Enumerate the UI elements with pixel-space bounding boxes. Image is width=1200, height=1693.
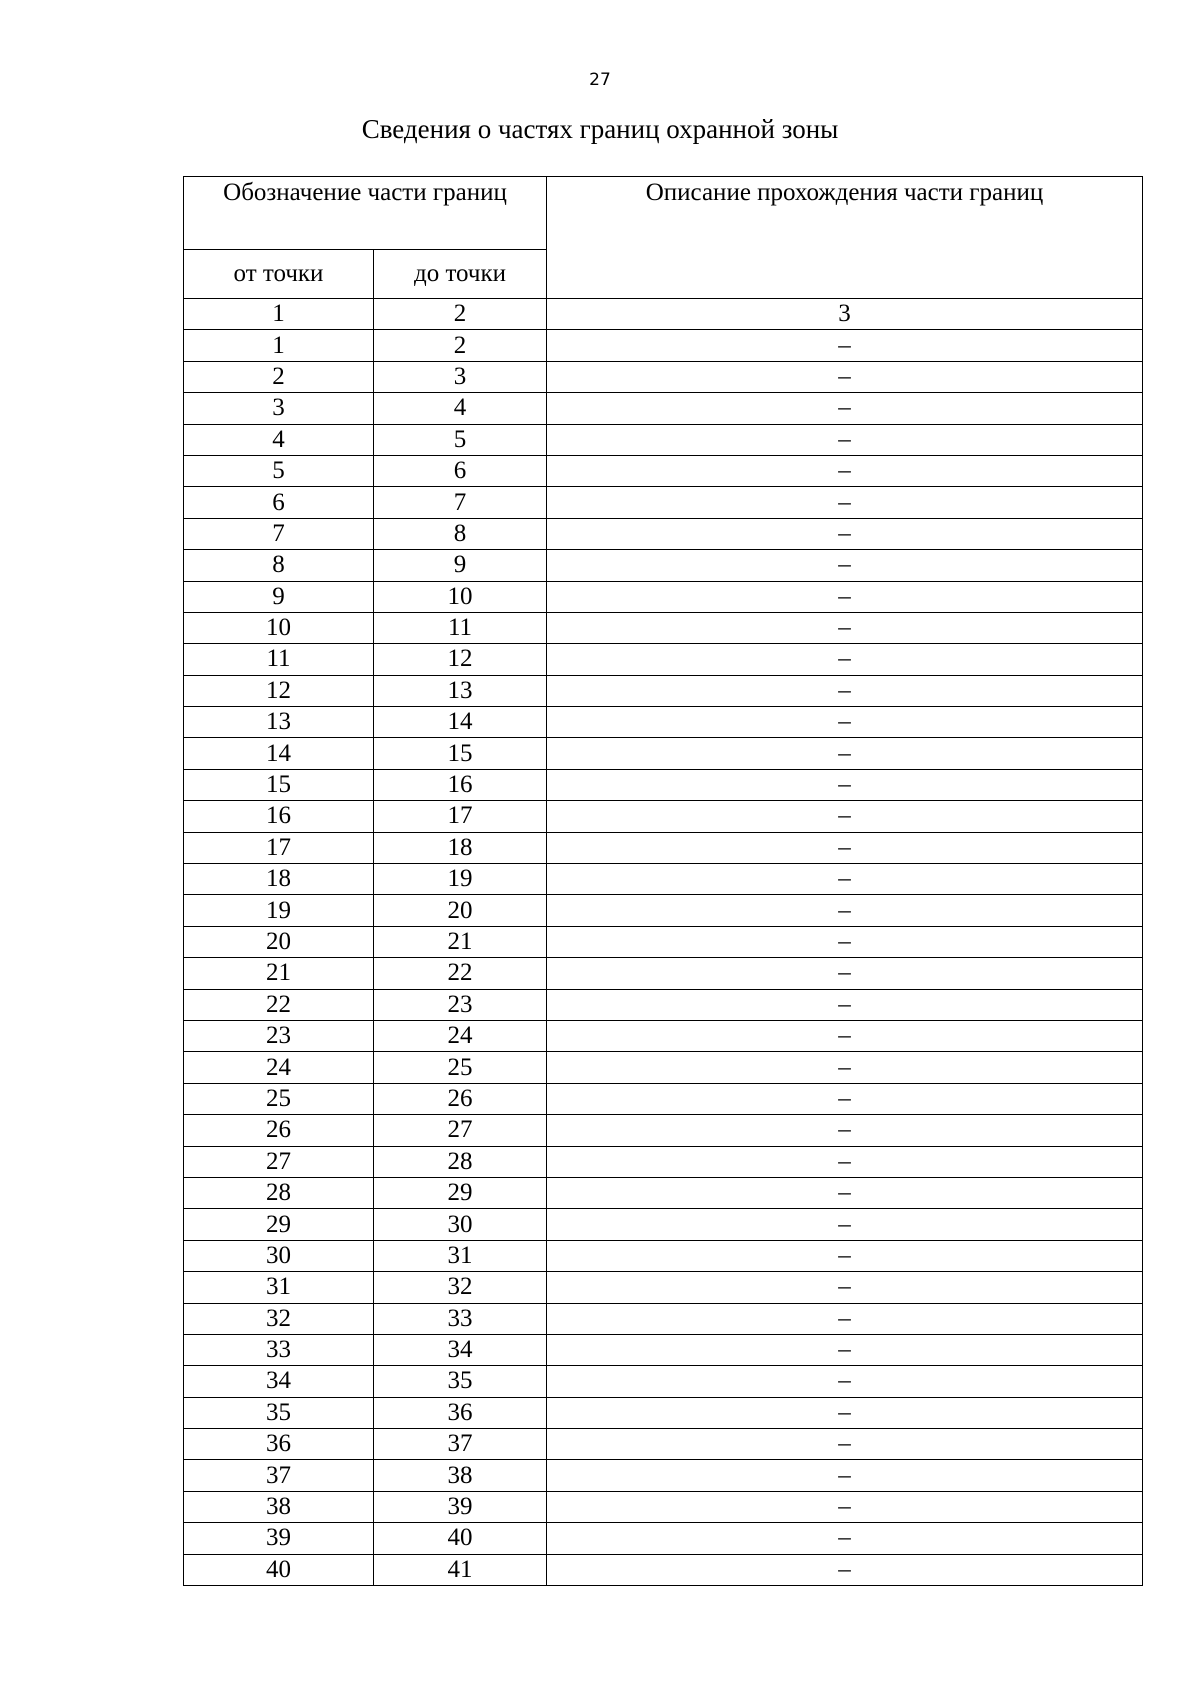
description-cell: – xyxy=(547,801,1143,832)
from-point-cell: 12 xyxy=(184,675,374,706)
from-point-cell: 16 xyxy=(184,801,374,832)
description-cell: – xyxy=(547,455,1143,486)
from-point-cell: 2 xyxy=(184,361,374,392)
header-boundary-description: Описание прохождения части границ xyxy=(547,177,1143,299)
table-row xyxy=(184,1272,1143,1303)
table-row xyxy=(184,518,1143,549)
description-cell: – xyxy=(547,769,1143,800)
table-row xyxy=(184,1366,1143,1397)
table-row xyxy=(184,926,1143,957)
to-point-cell: 28 xyxy=(374,1146,547,1177)
description-cell: – xyxy=(547,1240,1143,1271)
description-cell: – xyxy=(547,1366,1143,1397)
description-cell: – xyxy=(547,1523,1143,1554)
to-point-cell: 10 xyxy=(374,581,547,612)
table-row xyxy=(184,1052,1143,1083)
from-point-cell: 26 xyxy=(184,1115,374,1146)
description-cell: – xyxy=(547,1429,1143,1460)
table-row xyxy=(184,424,1143,455)
table-row xyxy=(184,330,1143,361)
to-point-cell: 13 xyxy=(374,675,547,706)
table-row xyxy=(184,675,1143,706)
from-point-cell: 27 xyxy=(184,1146,374,1177)
to-point-cell: 26 xyxy=(374,1083,547,1114)
to-point-cell: 19 xyxy=(374,864,547,895)
table-row xyxy=(184,707,1143,738)
table-row xyxy=(184,958,1143,989)
to-point-cell: 24 xyxy=(374,1020,547,1051)
table-row xyxy=(184,393,1143,424)
table-row xyxy=(184,1397,1143,1428)
from-point-cell: 11 xyxy=(184,644,374,675)
description-cell: – xyxy=(547,832,1143,863)
from-point-cell: 40 xyxy=(184,1554,374,1585)
to-point-cell: 29 xyxy=(374,1177,547,1208)
from-point-cell: 36 xyxy=(184,1429,374,1460)
description-cell: – xyxy=(547,550,1143,581)
description-cell: – xyxy=(547,393,1143,424)
to-point-cell: 40 xyxy=(374,1523,547,1554)
to-point-cell: 4 xyxy=(374,393,547,424)
from-point-cell: 3 xyxy=(184,393,374,424)
table-row xyxy=(184,1523,1143,1554)
description-cell: – xyxy=(547,895,1143,926)
description-cell: – xyxy=(547,926,1143,957)
description-cell: – xyxy=(547,1334,1143,1365)
from-point-cell: 6 xyxy=(184,487,374,518)
description-cell: – xyxy=(547,330,1143,361)
table-row xyxy=(184,581,1143,612)
header-to-point: до точки xyxy=(374,250,547,299)
description-cell: – xyxy=(547,1272,1143,1303)
description-cell: – xyxy=(547,361,1143,392)
to-point-cell: 37 xyxy=(374,1429,547,1460)
table-row xyxy=(184,455,1143,486)
header-from-point: от точки xyxy=(184,250,374,299)
to-point-cell: 32 xyxy=(374,1272,547,1303)
description-cell: – xyxy=(547,518,1143,549)
from-point-cell: 24 xyxy=(184,1052,374,1083)
table-row xyxy=(184,1491,1143,1522)
table-row xyxy=(184,361,1143,392)
description-cell: – xyxy=(547,738,1143,769)
table-row xyxy=(184,1146,1143,1177)
column-number: 2 xyxy=(374,299,547,330)
description-cell: – xyxy=(547,989,1143,1020)
from-point-cell: 10 xyxy=(184,612,374,643)
table-row xyxy=(184,801,1143,832)
description-cell: – xyxy=(547,1115,1143,1146)
from-point-cell: 1 xyxy=(184,330,374,361)
from-point-cell: 20 xyxy=(184,926,374,957)
from-point-cell: 38 xyxy=(184,1491,374,1522)
from-point-cell: 22 xyxy=(184,989,374,1020)
to-point-cell: 38 xyxy=(374,1460,547,1491)
description-cell: – xyxy=(547,581,1143,612)
to-point-cell: 23 xyxy=(374,989,547,1020)
description-cell: – xyxy=(547,1020,1143,1051)
from-point-cell: 14 xyxy=(184,738,374,769)
to-point-cell: 8 xyxy=(374,518,547,549)
to-point-cell: 41 xyxy=(374,1554,547,1585)
from-point-cell: 39 xyxy=(184,1523,374,1554)
to-point-cell: 15 xyxy=(374,738,547,769)
table-row xyxy=(184,895,1143,926)
from-point-cell: 23 xyxy=(184,1020,374,1051)
table-row xyxy=(184,832,1143,863)
description-cell: – xyxy=(547,424,1143,455)
from-point-cell: 32 xyxy=(184,1303,374,1334)
column-number: 1 xyxy=(184,299,374,330)
table-body xyxy=(184,330,1143,1586)
table-header xyxy=(184,177,1143,330)
description-cell: – xyxy=(547,487,1143,518)
table-row xyxy=(184,1083,1143,1114)
page-title: Сведения о частях границ охранной зоны xyxy=(361,114,839,144)
table-row xyxy=(184,1115,1143,1146)
to-point-cell: 17 xyxy=(374,801,547,832)
from-point-cell: 19 xyxy=(184,895,374,926)
to-point-cell: 18 xyxy=(374,832,547,863)
description-cell: – xyxy=(547,1554,1143,1585)
table-row xyxy=(184,738,1143,769)
description-cell: – xyxy=(547,1460,1143,1491)
to-point-cell: 34 xyxy=(374,1334,547,1365)
description-cell: – xyxy=(547,1303,1143,1334)
description-cell: – xyxy=(547,707,1143,738)
from-point-cell: 15 xyxy=(184,769,374,800)
description-cell: – xyxy=(547,1146,1143,1177)
to-point-cell: 12 xyxy=(374,644,547,675)
table-row xyxy=(184,864,1143,895)
to-point-cell: 21 xyxy=(374,926,547,957)
table-row xyxy=(184,1429,1143,1460)
table-row xyxy=(184,1020,1143,1051)
from-point-cell: 13 xyxy=(184,707,374,738)
table-row xyxy=(184,612,1143,643)
to-point-cell: 7 xyxy=(374,487,547,518)
table-row xyxy=(184,1177,1143,1208)
table-row xyxy=(184,1303,1143,1334)
from-point-cell: 30 xyxy=(184,1240,374,1271)
to-point-cell: 6 xyxy=(374,455,547,486)
to-point-cell: 11 xyxy=(374,612,547,643)
table-row xyxy=(184,1460,1143,1491)
from-point-cell: 37 xyxy=(184,1460,374,1491)
description-cell: – xyxy=(547,675,1143,706)
page-number: 27 xyxy=(589,70,611,90)
description-cell: – xyxy=(547,1491,1143,1522)
to-point-cell: 16 xyxy=(374,769,547,800)
description-cell: – xyxy=(547,958,1143,989)
description-cell: – xyxy=(547,864,1143,895)
to-point-cell: 9 xyxy=(374,550,547,581)
to-point-cell: 39 xyxy=(374,1491,547,1522)
table-row xyxy=(184,769,1143,800)
description-cell: – xyxy=(547,1209,1143,1240)
table-row xyxy=(184,1334,1143,1365)
boundary-parts-table xyxy=(183,176,1143,1586)
to-point-cell: 36 xyxy=(374,1397,547,1428)
from-point-cell: 29 xyxy=(184,1209,374,1240)
to-point-cell: 35 xyxy=(374,1366,547,1397)
table-row xyxy=(184,1209,1143,1240)
description-cell: – xyxy=(547,1052,1143,1083)
from-point-cell: 28 xyxy=(184,1177,374,1208)
table-row xyxy=(184,487,1143,518)
description-cell: – xyxy=(547,644,1143,675)
to-point-cell: 22 xyxy=(374,958,547,989)
to-point-cell: 5 xyxy=(374,424,547,455)
from-point-cell: 25 xyxy=(184,1083,374,1114)
from-point-cell: 9 xyxy=(184,581,374,612)
description-cell: – xyxy=(547,1177,1143,1208)
from-point-cell: 35 xyxy=(184,1397,374,1428)
to-point-cell: 31 xyxy=(374,1240,547,1271)
description-cell: – xyxy=(547,1083,1143,1114)
column-number-row xyxy=(184,299,1143,330)
description-cell: – xyxy=(547,1397,1143,1428)
from-point-cell: 21 xyxy=(184,958,374,989)
from-point-cell: 31 xyxy=(184,1272,374,1303)
from-point-cell: 4 xyxy=(184,424,374,455)
to-point-cell: 14 xyxy=(374,707,547,738)
table-row xyxy=(184,644,1143,675)
header-boundary-designation: Обозначение части границ xyxy=(184,177,547,250)
to-point-cell: 30 xyxy=(374,1209,547,1240)
from-point-cell: 8 xyxy=(184,550,374,581)
table-row xyxy=(184,550,1143,581)
to-point-cell: 25 xyxy=(374,1052,547,1083)
from-point-cell: 17 xyxy=(184,832,374,863)
to-point-cell: 3 xyxy=(374,361,547,392)
to-point-cell: 2 xyxy=(374,330,547,361)
description-cell: – xyxy=(547,612,1143,643)
from-point-cell: 7 xyxy=(184,518,374,549)
from-point-cell: 18 xyxy=(184,864,374,895)
to-point-cell: 20 xyxy=(374,895,547,926)
table-row xyxy=(184,1554,1143,1585)
from-point-cell: 5 xyxy=(184,455,374,486)
from-point-cell: 34 xyxy=(184,1366,374,1397)
to-point-cell: 33 xyxy=(374,1303,547,1334)
table-row xyxy=(184,989,1143,1020)
to-point-cell: 27 xyxy=(374,1115,547,1146)
column-number: 3 xyxy=(547,299,1143,330)
from-point-cell: 33 xyxy=(184,1334,374,1365)
table-row xyxy=(184,1240,1143,1271)
